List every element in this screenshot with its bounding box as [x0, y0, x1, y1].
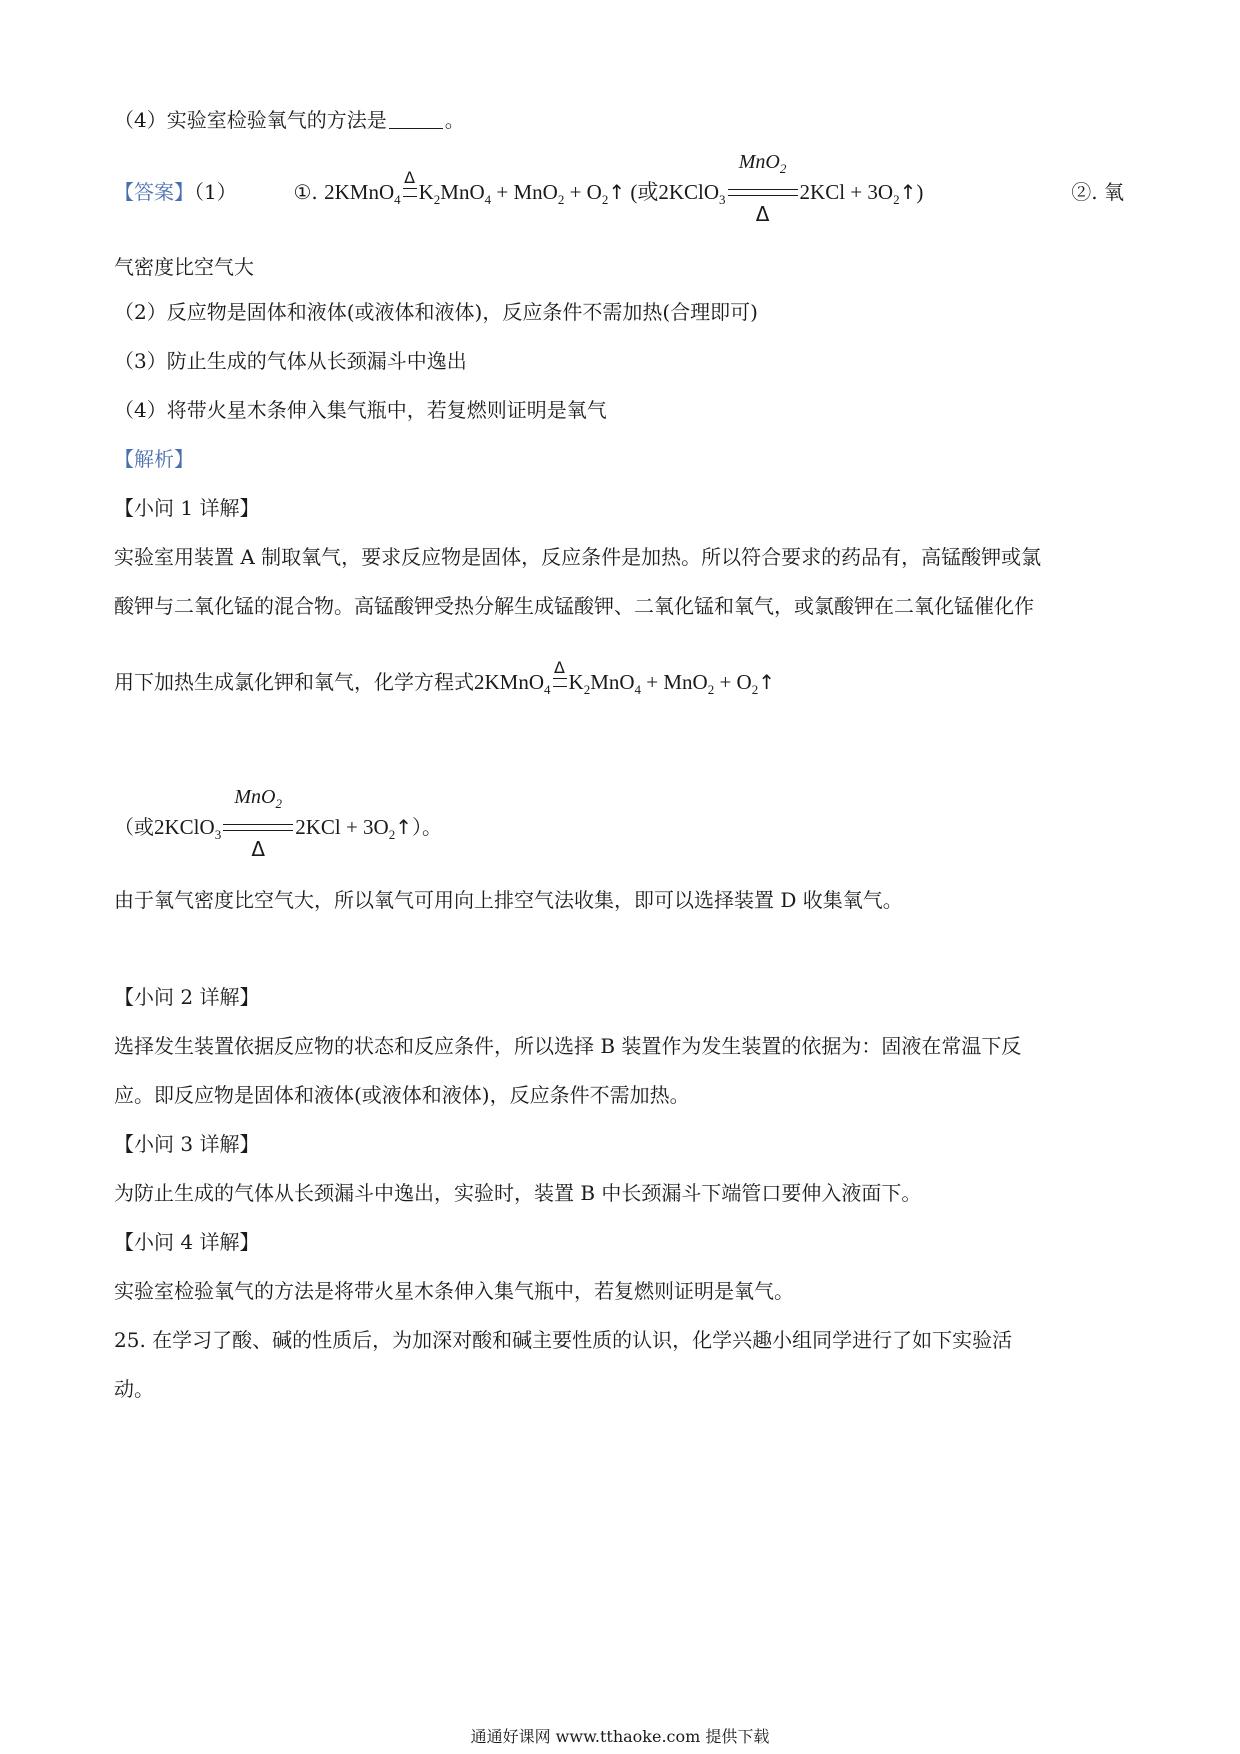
sub3-paragraph: 为防止生成的气体从长颈漏斗中逸出，实验时，装置 B 中长颈漏斗下端管口要伸入液面下。: [114, 1181, 922, 1205]
gas-arrow-icon: ↑: [608, 180, 626, 204]
catalyst-text: MnO: [738, 151, 780, 173]
sub1-heading: 【小问 1 详解】: [114, 496, 260, 520]
heat-arrow: [553, 658, 567, 689]
answer-part-3: （3）防止生成的气体从长颈漏斗中逸出: [114, 349, 467, 373]
sub2-paragraph-line-1: 选择发生装置依据反应物的状态和反应条件，所以选择 B 装置作为发生装置的依据为：固液在常温下反: [114, 1034, 1022, 1058]
eq1-reactant: 2KMnO: [324, 180, 395, 204]
sub1-paragraph-line-2: 酸钾与二氧化锰的混合物。高锰酸钾受热分解生成锰酸钾、二氧化锰和氧气，或氯酸钾在二氧化锰催化作: [114, 594, 1034, 618]
eq2-reactant-sub: 3: [719, 192, 726, 207]
eq1-product-k: K: [568, 670, 584, 694]
eq1-reactant-sub: 4: [394, 192, 401, 207]
heat-symbol: Δ: [251, 837, 266, 861]
eq1-product-o2-sub: 2: [751, 682, 759, 697]
eq2-prefix: (或: [630, 180, 659, 204]
answer-line-1: [114, 151, 1124, 226]
eq2-reactant: 2KClO: [154, 815, 215, 839]
answer-line-2: 气密度比空气大: [114, 255, 254, 279]
sub4-paragraph: 实验室检验氧气的方法是将带火星木条伸入集气瓶中，若复燃则证明是氧气。: [114, 1279, 794, 1303]
catalyst-arrow: [728, 151, 798, 226]
page-footer: 通通好课网 www.tthaoke.com 提供下载: [470, 1727, 770, 1746]
eq1-product-mno: MnO: [440, 180, 485, 204]
heat-symbol: Δ: [755, 202, 770, 226]
eq1-reactant-sub: 4: [544, 682, 551, 697]
answer-blank: [389, 110, 443, 129]
answer-item-1: ①.: [293, 180, 318, 204]
eq2-reactant-sub: 3: [214, 827, 222, 842]
question-4-line: [114, 108, 465, 132]
sub2-paragraph-line-2: 应。即反应物是固体和液体(或液体和液体)，反应条件不需加热。: [114, 1083, 690, 1107]
sub1-paragraph-line-5: 由于氧气密度比空气大，所以氧气可用向上排空气法收集，即可以选择装置 D 收集氧气。: [114, 888, 903, 912]
gas-arrow-icon: ↑: [899, 180, 917, 204]
eq1-product-mno-sub: 4: [634, 682, 642, 697]
sub2-heading: 【小问 2 详解】: [114, 985, 260, 1009]
sub1-line-4-suffix: ）。: [411, 815, 442, 839]
answer-part-4: （4）将带火星木条伸入集气瓶中，若复燃则证明是氧气: [114, 398, 607, 422]
answer-part-2: （2）反应物是固体和液体(或液体和液体)，反应条件不需加热(合理即可): [114, 300, 758, 324]
catalyst-arrow: [223, 786, 293, 861]
sub1-paragraph-line-3: [114, 658, 775, 702]
answer-tag: 【答案】: [114, 180, 194, 204]
question-25-line-2: 动。: [114, 1377, 154, 1401]
question-25-line-1: 25. 在学习了酸、碱的性质后，为加深对酸和碱主要性质的认识，化学兴趣小组同学进行了如下实验活: [114, 1328, 1013, 1352]
eq2-suffix: ): [916, 180, 924, 204]
eq1-product-o2: + O: [564, 180, 602, 204]
sub1-paragraph-line-4: [114, 786, 442, 861]
eq1-product-o2-sub: 2: [601, 192, 609, 207]
equation-kmno4: [324, 168, 630, 207]
eq1-product-mno2-sub: 2: [557, 192, 565, 207]
eq1-product-mno2: + MnO: [641, 670, 708, 694]
eq1-product-mno2: + MnO: [491, 180, 558, 204]
eq2-reactant: 2KClO: [658, 180, 720, 204]
eq2-products-sub: 2: [893, 192, 900, 207]
heat-symbol: Δ: [404, 168, 416, 187]
analysis-tag: 【解析】: [114, 447, 194, 471]
sub3-heading: 【小问 3 详解】: [114, 1132, 260, 1156]
sub1-line-4-prefix: （或: [114, 815, 154, 839]
question-4-text: （4）实验室检验氧气的方法是: [114, 108, 387, 132]
heat-arrow: [403, 168, 417, 199]
eq1-product-k: K: [418, 180, 434, 204]
catalyst-text: MnO: [234, 786, 276, 808]
gas-arrow-icon: ↑: [395, 815, 412, 839]
eq1-product-k-sub: 2: [583, 682, 591, 697]
gas-arrow-icon: ↑: [758, 670, 775, 694]
sub1-line-3-text: 用下加热生成氯化钾和氧气，化学方程式: [114, 670, 474, 694]
equation-kmno4-inline: [474, 658, 775, 697]
eq2-products: 2KCl + 3O: [295, 815, 389, 839]
sub1-paragraph-line-1: 实验室用装置 A 制取氧气，要求反应物是固体，反应条件是加热。所以符合要求的药品有，高锰酸钾或氯: [114, 545, 1042, 569]
eq1-reactant: 2KMnO: [474, 670, 545, 694]
eq1-product-o2: + O: [714, 670, 752, 694]
question-4-end: 。: [444, 108, 465, 132]
eq2-products: 2KCl + 3O: [799, 180, 894, 204]
catalyst-label: [728, 150, 798, 181]
equation-kclo3-inline: [154, 786, 412, 861]
answer-item-2: ②. 氧: [1071, 180, 1124, 204]
catalyst-sub: 2: [779, 161, 787, 176]
sub4-heading: 【小问 4 详解】: [114, 1230, 260, 1254]
equation-kclo3: [630, 151, 924, 226]
answer-part-1: （1）: [194, 180, 237, 204]
eq2-products-sub: 2: [388, 827, 396, 842]
catalyst-sub: 2: [275, 796, 282, 811]
heat-symbol: Δ: [554, 658, 565, 677]
eq1-product-mno-sub: 4: [484, 192, 492, 207]
eq1-product-k-sub: 2: [433, 192, 441, 207]
eq1-product-mno2-sub: 2: [707, 682, 715, 697]
catalyst-label: [223, 785, 293, 816]
eq1-product-mno: MnO: [590, 670, 635, 694]
